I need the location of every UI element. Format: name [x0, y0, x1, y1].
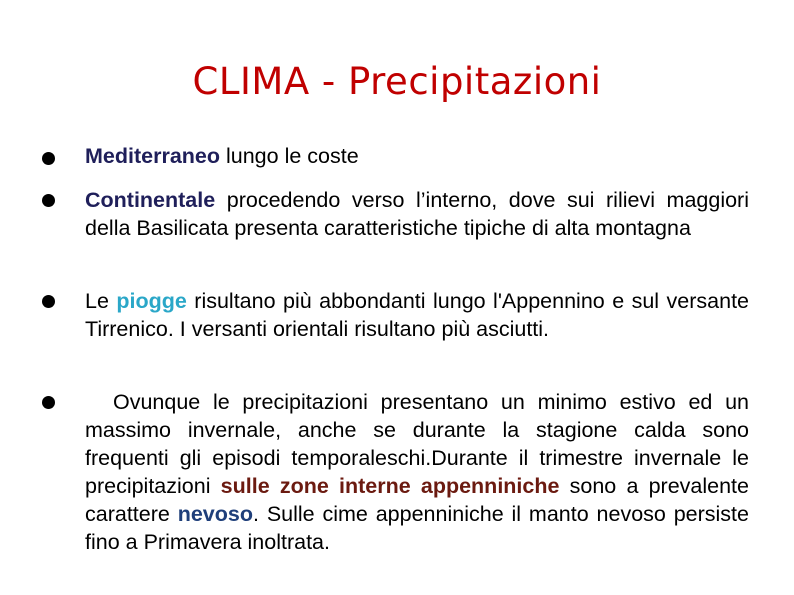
bullet-prefix: Ovunque le precipitazioni presentano un minimo estivo ed un massimo invernale, anche se durante la stagione calda sono frequenti gli episodi temporaleschi.Durante il trimestre invernale le precipitazioni [85, 390, 749, 498]
term-nevoso: nevoso [177, 502, 253, 526]
slide-title: CLIMA - Precipitazioni [192, 60, 602, 103]
bullet-dot [42, 295, 55, 308]
bullet-dot [42, 152, 55, 165]
bullet-item-ovunque [85, 388, 749, 556]
term-continentale: Continentale [85, 188, 216, 212]
bullet-prefix: Le [85, 289, 117, 313]
bullet-suffix: . Sulle cime appenniniche il manto nevoso persiste fino a Primavera inoltrata. [85, 502, 749, 554]
bullet-dot [42, 396, 55, 409]
term-mediterraneo: Mediterraneo [85, 144, 221, 168]
bullet-item-mediterraneo [85, 142, 749, 170]
term-piogge: piogge [116, 289, 187, 313]
bullet-item-continentale [85, 186, 749, 242]
bullet-item-piogge [85, 287, 749, 343]
bullet-text: procedendo verso l’interno, dove sui rilievi maggiori della Basilicata presenta caratteristiche tipiche di alta montagna [85, 188, 749, 240]
bullet-dot [42, 194, 55, 207]
bullet-text-mid: sono a prevalente carattere [85, 474, 749, 526]
bullet-text: lungo le coste [220, 144, 359, 168]
bullet-text: risultano più abbondanti lungo l'Appennino e sul versante Tirrenico. I versanti orientali risultano più asciutti. [85, 289, 749, 341]
term-zone-interne: sulle zone interne appenniniche [220, 474, 560, 498]
